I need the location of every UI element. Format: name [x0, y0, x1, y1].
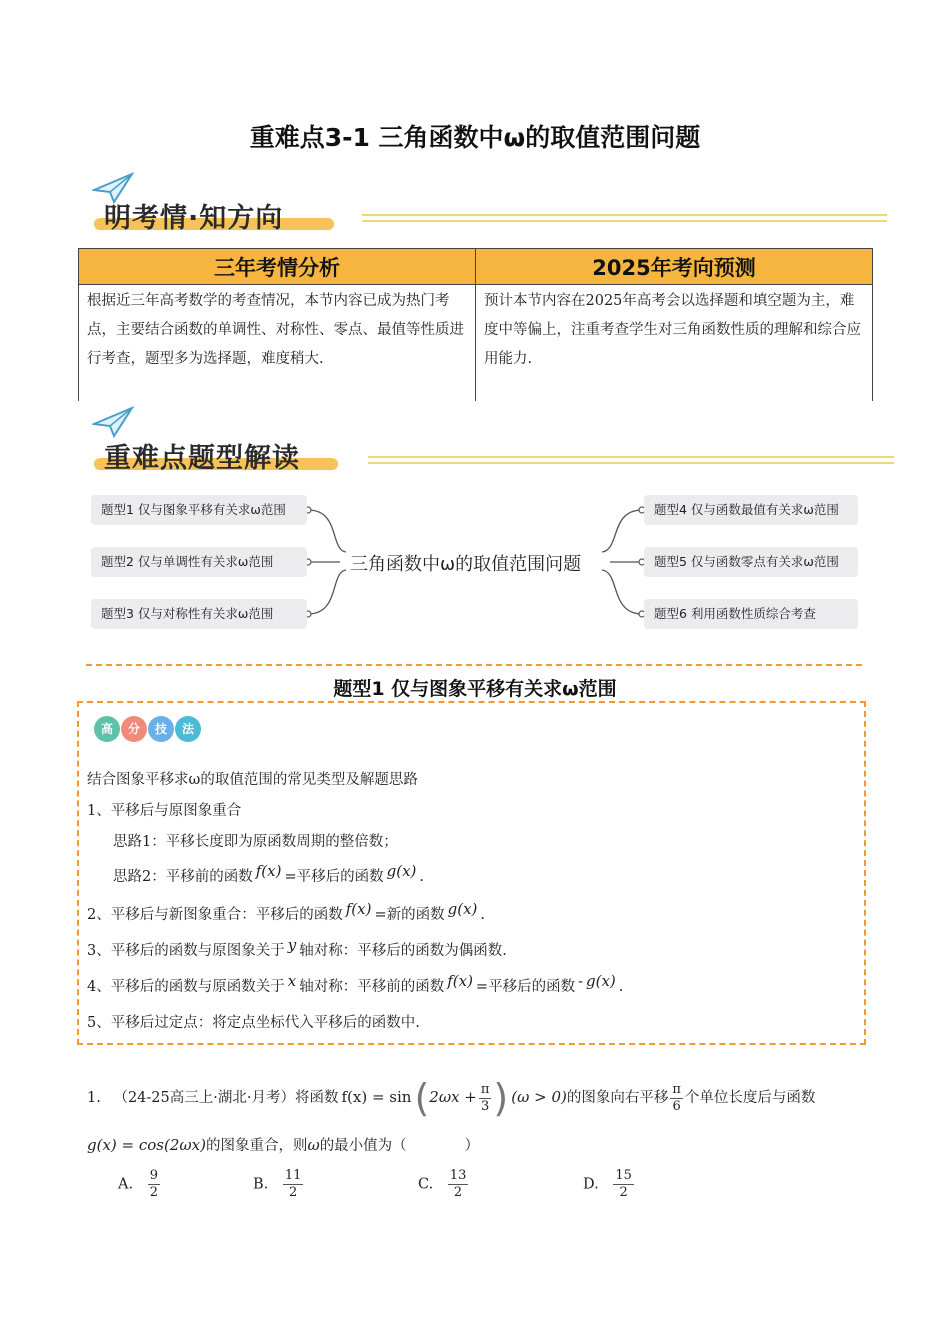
badge: 高 — [94, 716, 120, 742]
fraction: $\frac{15}{2}$ — [615, 1168, 632, 1200]
math: f(x) = sin — [341, 1088, 412, 1106]
tip-text: . — [618, 979, 624, 995]
divider — [368, 456, 894, 458]
question-line — [87, 1076, 815, 1120]
badge: 技 — [148, 716, 174, 742]
tip-text: 结合图象平移求ω的取值范围的常见类型及解题思路 — [87, 772, 418, 788]
fraction: $\frac{13}{2}$ — [449, 1168, 467, 1200]
option-label: C. — [418, 1176, 434, 1193]
tip-text: 1、平移后与原图象重合 — [87, 803, 242, 819]
section-heading: 重难点题型解读 — [104, 443, 300, 474]
table-cell: 预计本节内容在2025年高考会以选择题和填空题为主，难度中等偏上，注重考查学生对三角函数性质的理解和综合应用能力. — [476, 285, 873, 401]
math: g(x) — [447, 900, 478, 918]
table-header: 三年考情分析 — [79, 249, 476, 285]
option-label: D. — [583, 1176, 599, 1193]
tips-badge — [94, 716, 202, 742]
mindmap-center: 三角函数中ω的取值范围问题 — [350, 554, 582, 575]
fraction: $\frac{\pi}{6}$ — [672, 1081, 681, 1114]
tip-text: =新的函数 — [374, 907, 445, 923]
question-text: （24-25高三上·湖北·月考）将函数 — [113, 1090, 339, 1106]
mindmap-node: 题型3 仅与对称性有关求ω范围 — [91, 599, 307, 629]
math: (ω > 0) — [511, 1088, 567, 1106]
mindmap-node: 题型1 仅与图象平移有关求ω范围 — [91, 495, 307, 525]
divider — [362, 220, 887, 222]
mindmap-node: 题型4 仅与函数最值有关求ω范围 — [644, 495, 858, 525]
tip-line — [87, 900, 485, 924]
tip-text: - — [578, 974, 583, 990]
option-a[interactable] — [118, 1168, 162, 1201]
math: g(x) — [585, 972, 616, 990]
tip-text: =平移后的函数 — [284, 869, 384, 885]
math: 2ωx + — [429, 1088, 477, 1106]
tip-text: 5、平移后过定点：将定点坐标代入平移后的函数中. — [87, 1015, 420, 1031]
divider — [362, 214, 887, 216]
tip-text: 2、平移后与新图象重合：平移后的函数 — [87, 907, 343, 923]
fraction: $\frac{11}{2}$ — [284, 1168, 302, 1200]
question-text: 个单位长度后与函数 — [684, 1090, 816, 1106]
question-number: 1. — [87, 1090, 101, 1106]
analysis-table — [78, 248, 873, 401]
tip-text: . — [480, 907, 485, 923]
question-text: 的最小值为（ ） — [319, 1138, 480, 1154]
tip-text: 4、平移后的函数与原函数关于 — [87, 979, 285, 995]
tip-text: 轴对称：平移后的函数为偶函数. — [299, 943, 507, 959]
question-text: 的图象重合，则 — [205, 1138, 308, 1154]
paper-plane-icon — [92, 406, 134, 438]
math: ω — [307, 1136, 320, 1154]
badge: 分 — [121, 716, 147, 742]
paren: ( — [414, 1076, 430, 1120]
tip-text: . — [419, 869, 424, 885]
tip-text: 3、平移后的函数与原图象关于 — [87, 943, 285, 959]
tip-text: 思路2：平移前的函数 — [113, 869, 253, 885]
badge: 法 — [175, 716, 201, 742]
option-label: B. — [253, 1176, 269, 1193]
math: g(x) — [386, 862, 417, 880]
option-c[interactable] — [418, 1168, 470, 1201]
divider — [368, 462, 894, 464]
question-text: 的图象向右平移 — [566, 1090, 669, 1106]
tip-line — [87, 936, 507, 960]
fraction: $\frac{\pi}{3}$ — [480, 1081, 490, 1114]
type-title: 题型1 仅与图象平移有关求ω范围 — [333, 678, 617, 700]
tip-line — [87, 972, 623, 996]
math: f(x) — [345, 900, 372, 918]
divider — [86, 664, 862, 666]
page-title: 重难点3-1 三角函数中ω的取值范围问题 — [249, 123, 701, 152]
table-header: 2025年考向预测 — [476, 249, 873, 285]
math: g(x) = cos(2ωx) — [87, 1136, 206, 1154]
option-d[interactable] — [583, 1168, 636, 1201]
option-b[interactable] — [253, 1168, 305, 1201]
math: y — [287, 936, 297, 954]
mindmap-node: 题型6 利用函数性质综合考查 — [644, 599, 858, 629]
mindmap-node: 题型5 仅与函数零点有关求ω范围 — [644, 547, 858, 577]
table-cell: 根据近三年高考数学的考查情况，本节内容已成为热门考点，主要结合函数的单调性、对称性、零点、最值等性质进行考查，题型多为选择题，难度稍大. — [79, 285, 476, 401]
math: x — [287, 972, 297, 990]
section-heading: 明考情·知方向 — [104, 203, 284, 234]
tip-text: =平移后的函数 — [475, 979, 576, 995]
math: f(x) — [255, 862, 282, 880]
tip-text: 轴对称：平移前的函数 — [299, 979, 445, 995]
fraction: $\frac{9}{2}$ — [149, 1168, 158, 1200]
mindmap-node: 题型2 仅与单调性有关求ω范围 — [91, 547, 307, 577]
paren: ) — [493, 1076, 509, 1120]
tip-text: 思路1：平移长度即为原函数周期的整倍数； — [113, 834, 398, 850]
tip-line — [113, 862, 424, 886]
question-line — [87, 1134, 479, 1155]
math: f(x) — [447, 972, 473, 990]
option-label: A. — [118, 1176, 134, 1193]
